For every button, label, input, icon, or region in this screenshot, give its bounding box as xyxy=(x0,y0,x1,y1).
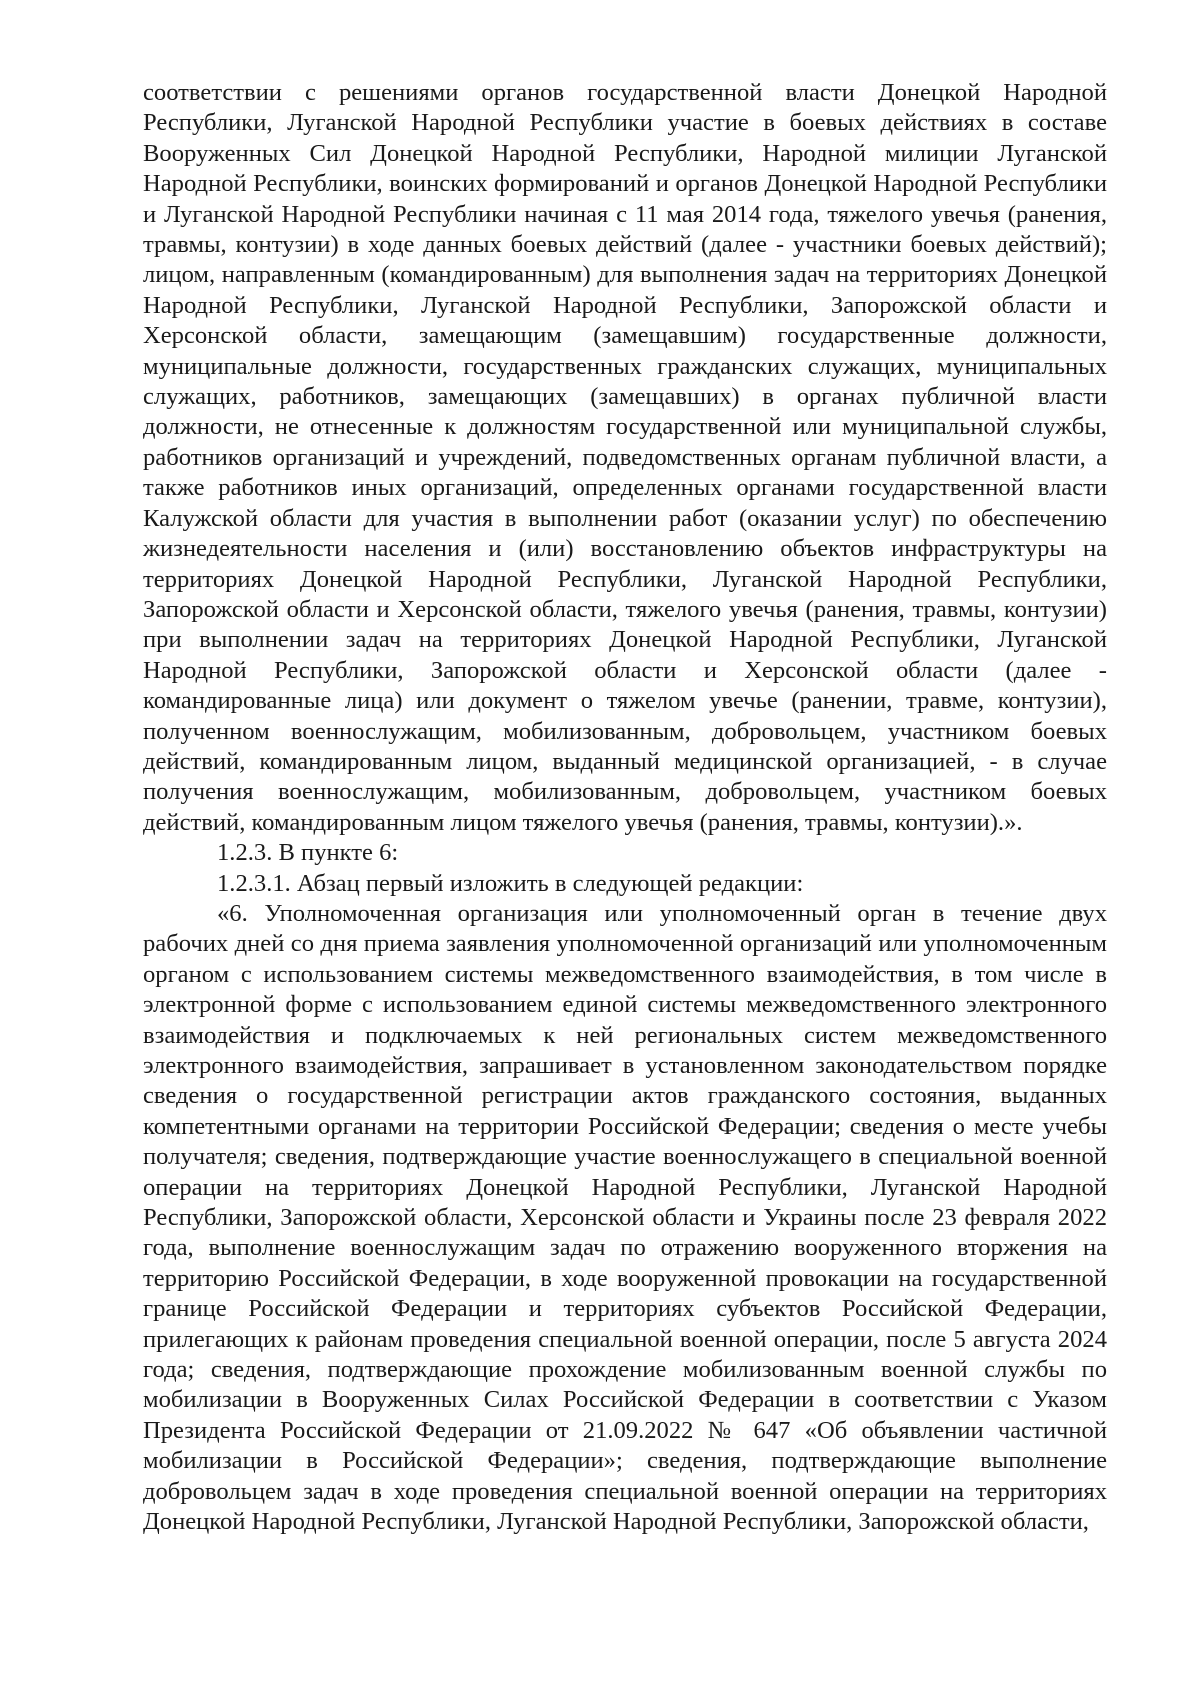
paragraph-item-1-2-3-1: 1.2.3.1. Абзац первый изложить в следующей редакции: xyxy=(217,869,804,897)
paragraph-item-1-2-3: 1.2.3. В пункте 6: xyxy=(217,839,399,867)
document-body xyxy=(143,78,1107,1538)
paragraph-clause-6: «6. Уполномоченная организация или уполномоченный орган в течение двух рабочих дней со дня приема заявления уполномоченной организаций или уполномоченным органом с использованием системы межведомственного взаимодействия, в том числе в электронной форме с использованием единой системы межведомственного электронного взаимодействия и подключаемых к ней региональных систем межведомственного электронного взаимодействия, запрашивает в установленном законодательством порядке сведения о государственной регистрации актов гражданского состояния, выданных компетентными органами на территории Российской Федерации; сведения о месте учебы получателя; сведения, подтверждающие участие военнослужащего в специальной военной операции на территориях Донецкой Народной Республики, Луганской Народной Республики, Запорожской области, Херсонской области и Украины после 23 февраля 2022 года, выполнение военнослужащим задач по отражению вооруженного вторжения на территорию Российской Федерации, в ходе вооруженной провокации на государственной границе Российской Федерации и территориях субъектов Российской Федерации, прилегающих к районам проведения специальной военной операции, после 5 августа 2024 года; сведения, подтверждающие прохождение мобилизованным военной службы по мобилизации в Вооруженных Силах Российской Федерации в соответствии с Указом Президента Российской Федерации от 21.09.2022 № 647 «Об объявлении частичной мобилизации в Российской Федерации»; сведения, подтверждающие выполнение добровольцем задач в ходе проведения специальной военной операции на территориях Донецкой Народной Республики, Луганской Народной Республики, Запорожской области, xyxy=(143,899,1107,1536)
paragraph-continuation: соответствии с решениями органов государственной власти Донецкой Народной Республики, Луганской Народной Республики участие в боевых действиях в составе Вооруженных Сил Донецкой Народной Республики, Народной милиции Луганской Народной Республики, воинских формирований и органов Донецкой Народной Республики и Луганской Народной Республики начиная с 11 мая 2014 года, тяжелого увечья (ранения, травмы, контузии) в ходе данных боевых действий (далее - участники боевых действий); лицом, направленным (командированным) для выполнения задач на территориях Донецкой Народной Республики, Луганской Народной Республики, Запорожской области и Херсонской области, замещающим (замещавшим) государственные должности, муниципальные должности, государственных гражданских служащих, муниципальных служащих, работников, замещающих (замещавших) в органах публичной власти должности, не отнесенные к должностям государственной или муниципальной службы, работников организаций и учреждений, подведомственных органам публичной власти, а также работников иных организаций, определенных органами государственной власти Калужской области для участия в выполнении работ (оказании услуг) по обеспечению жизнедеятельности населения и (или) восстановлению объектов инфраструктуры на территориях Донецкой Народной Республики, Луганской Народной Республики, Запорожской области и Херсонской области, тяжелого увечья (ранения, травмы, контузии) при выполнении задач на территориях Донецкой Народной Республики, Луганской Народной Республики, Запорожской области и Херсонской области (далее - командированные лица) или документ о тяжелом увечье (ранении, травме, контузии), полученном военнослужащим, мобилизованным, добровольцем, участником боевых действий, командированным лицом, выданный медицинской организацией, - в случае получения военнослужащим, мобилизованным, добровольцем, участником боевых действий, командированным лицом тяжелого увечья (ранения, травмы, контузии).». xyxy=(143,79,1107,836)
